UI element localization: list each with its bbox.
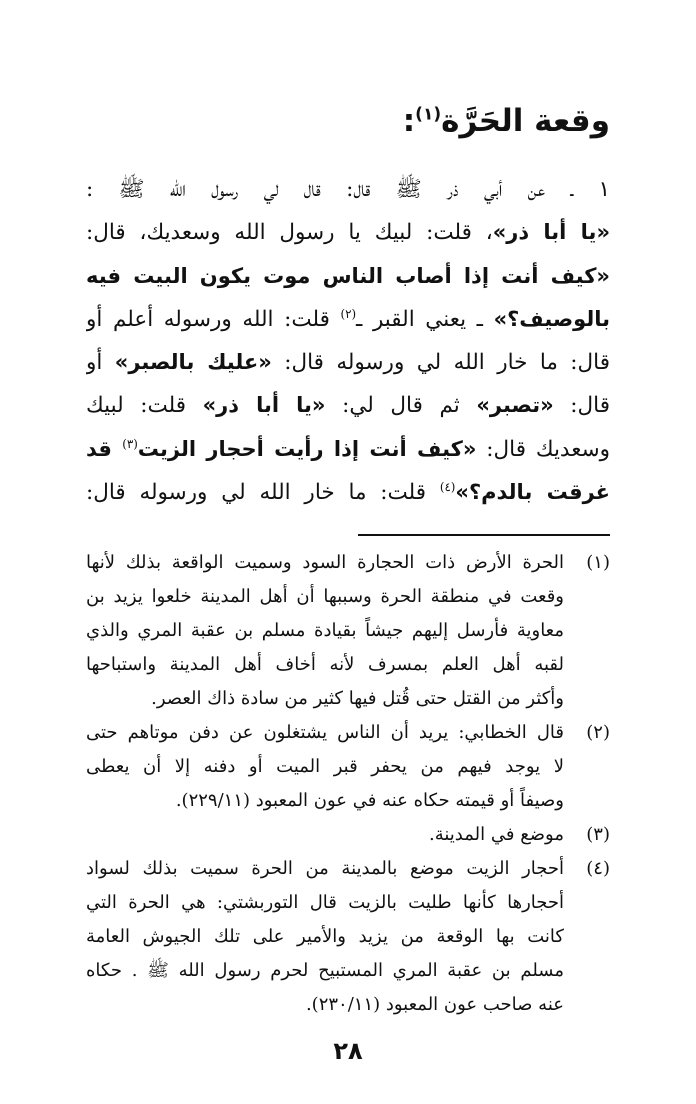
body-line-2 <box>86 211 610 254</box>
prophet-quote: «يا أبا ذر» <box>202 393 326 418</box>
footnote-ref: (٤) <box>439 479 456 494</box>
prophet-quote: «عليك بالصبر» <box>114 350 272 375</box>
body-line-4 <box>86 298 610 341</box>
heading-colon: : <box>402 103 416 139</box>
footnote-number: (٣) <box>586 824 610 845</box>
footnote-1 <box>86 546 610 716</box>
page-number: ٢٨ <box>333 1037 363 1065</box>
body-text: قال: ما خار الله لي ورسوله قال: <box>271 350 610 376</box>
footnote-4 <box>86 852 610 1022</box>
footnote-line: أحجار الزيت موضع بالمدينة من الحرة سميت بذلك لسواد <box>86 858 564 879</box>
footnote-2 <box>86 716 610 818</box>
footnotes <box>86 546 610 1022</box>
body-line-8 <box>86 471 610 514</box>
body-text: ـ يعني القبر ـ <box>356 306 494 332</box>
footnote-line: مسلم بن عقبة المري المستبيح لحرم رسول الله ﷺ . حكاه <box>86 960 564 981</box>
footnote-line: الحرة الأرض ذات الحجارة السود وسميت الواقعة بذلك لأنها <box>86 552 564 573</box>
footnote-number: (٤) <box>586 858 610 879</box>
footnote-ref: (٢) <box>340 306 357 321</box>
body-text: ١ ـ عن أبي ذر ﷺ قال: قال لي رسول الله ﷺ : <box>86 177 610 202</box>
footnote-line: لقبه أهل العلم بمسرف لأنه أخاف أهل المدينة واستباحها <box>86 654 564 675</box>
footnote-line: لا يوجد فيهم من يحفر قبر الميت أو دفنه إلا أن يعطى <box>86 756 564 777</box>
heading-footnote-ref: (١) <box>415 104 442 125</box>
footnote-line: معاوية فأرسل إليهم جيشاً بقيادة مسلم بن عقبة المري والذي <box>86 620 564 641</box>
footnote-line: موضع في المدينة. <box>428 824 564 845</box>
footnote-line: وأكثر من القتل حتى قُتل فيها كثير من سادة ذاك العصر. <box>151 688 564 709</box>
body-line-5 <box>86 341 610 384</box>
body-text: قلت: الله ورسوله أعلم أو <box>86 306 341 332</box>
footnote-number: (٢) <box>586 722 610 743</box>
hadith-text <box>86 168 610 514</box>
body-text: وسعديك قال: <box>476 436 610 462</box>
footnote-separator <box>358 534 610 536</box>
prophet-quote: «كيف أنت إذا أصاب الناس موت يكون البيت فيه <box>86 263 610 288</box>
prophet-quote: «تصبر» <box>476 393 554 418</box>
footnote-line: وصيفاً أو قيمته حكاه عنه في عون المعبود (٢٢٩/١١). <box>175 790 564 811</box>
body-text: ثم قال لي: <box>325 393 477 419</box>
body-line-7 <box>86 428 610 471</box>
body-text: قلت: ما خار الله لي ورسوله قال: <box>86 480 440 506</box>
footnote-line: أحجارها كأنها طليت بالزيت قال التوربشتي: هي الحرة التي <box>86 892 564 913</box>
footnote-line: عنه صاحب عون المعبود (٢٣٠/١١). <box>305 994 564 1015</box>
body-text: ، قلت: لبيك يا رسول الله وسعديك، قال: <box>86 220 493 246</box>
footnote-number: (١) <box>586 552 610 573</box>
section-heading <box>70 98 610 144</box>
body-text: قلت: لبيك <box>86 393 203 419</box>
footnote-line: قال الخطابي: يريد أن الناس يشتغلون عن دفن موتاهم حتى <box>86 722 564 743</box>
prophet-quote: «كيف أنت إذا رأيت أحجار الزيت <box>137 436 477 461</box>
body-text: قال: <box>553 393 610 419</box>
body-line-1 <box>86 168 610 211</box>
prophet-quote: قد <box>86 436 123 461</box>
prophet-quote: «يا أبا ذر» <box>492 220 610 245</box>
body-text: أو <box>86 350 115 376</box>
body-line-3 <box>86 255 610 298</box>
footnote-ref: (٣) <box>122 436 138 451</box>
footnote-line: وقعت في منطقة الحرة وسببها أن أهل المدينة خلعوا يزيد بن <box>86 586 564 607</box>
body-line-6 <box>86 384 610 427</box>
footnote-line: كانت بها الوقعة من يزيد والأمير على تلك الجيوش العامة <box>86 926 564 947</box>
heading-text: وقعة الحَرَّة <box>441 103 610 139</box>
prophet-quote: بالوصيف؟» <box>493 306 610 331</box>
prophet-quote: غرقت بالدم؟» <box>455 480 610 505</box>
footnote-3 <box>86 818 610 852</box>
